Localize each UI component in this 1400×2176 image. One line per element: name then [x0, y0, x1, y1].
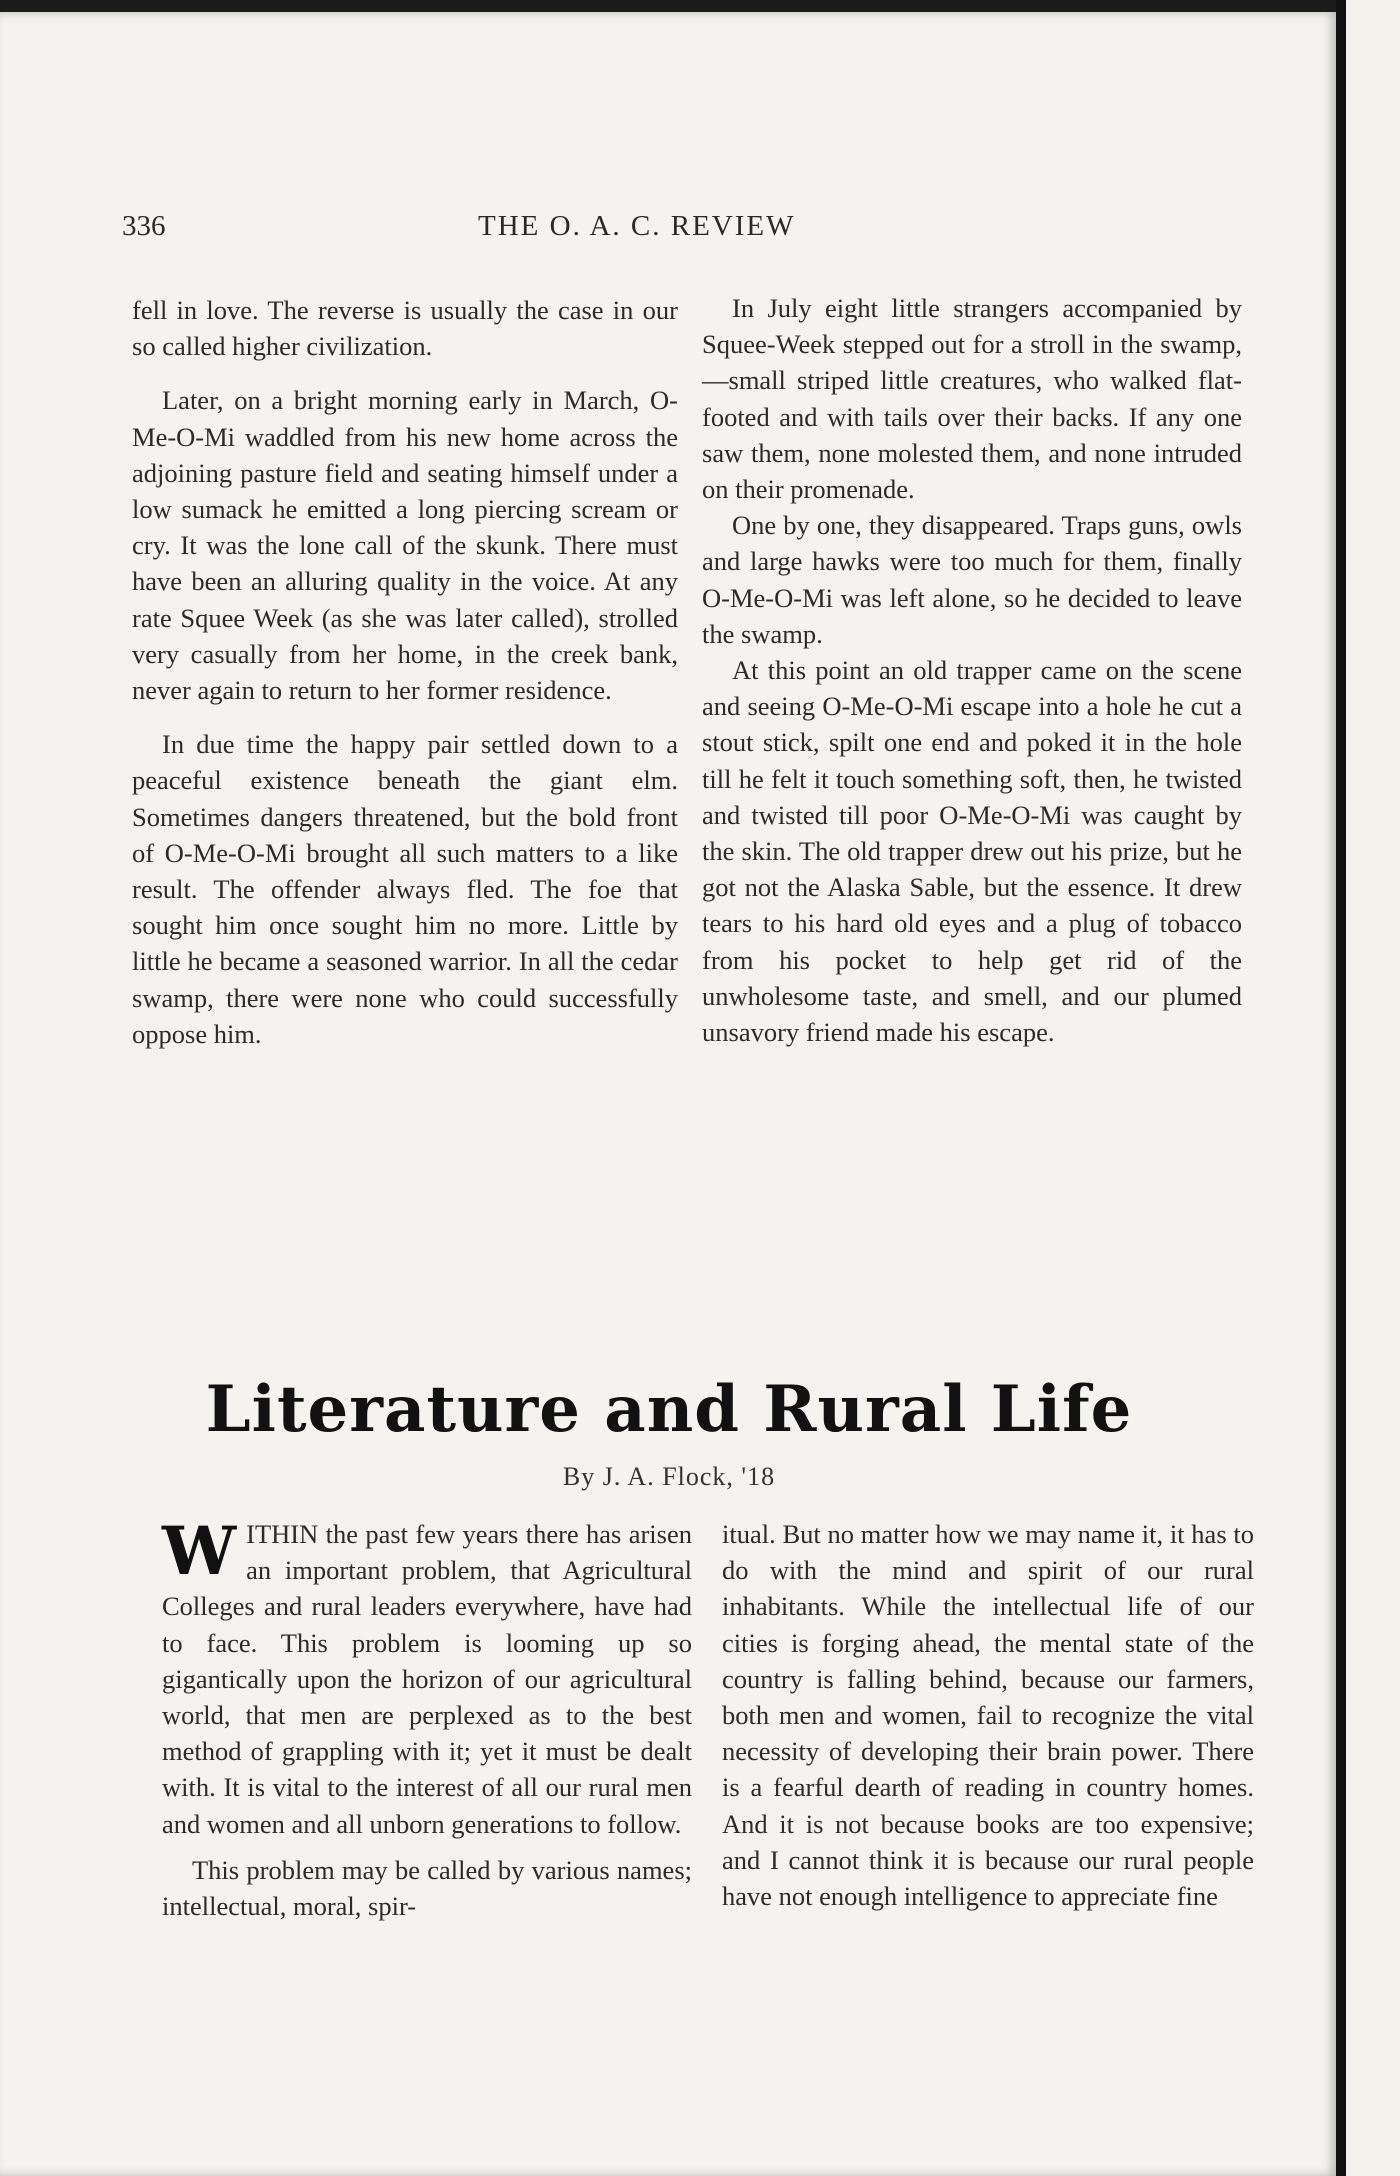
- article-paragraph: [162, 1512, 692, 1842]
- story-right-column: [702, 290, 1242, 1050]
- magazine-page: [0, 12, 1338, 2176]
- article-right-column: [722, 1516, 1254, 1914]
- story-paragraph: At this point an old trapper came on the scene and seeing O-Me-O-Mi escape into a hole he cut a stout stick, spilt one end and poked it in the hole till he felt it touch something soft, then, he twisted and twisted till poor O-Me-O-Mi was caught by the skin. The old trapper drew out his prize, but he got not the Alaska Sable, but the essence. It drew tears to his hard old eyes and a plug of tobacco from his pocket to help get rid of the unwholesome taste, and smell, and our plumed unsavory friend made his escape.: [702, 655, 1242, 1048]
- drop-cap: W: [162, 1512, 237, 1590]
- page-number: 336: [122, 210, 166, 242]
- story-paragraph: One by one, they disappeared. Traps guns, owls and large hawks were too much for them, finally O-Me-O-Mi was left alone, so he decided to leave the swamp.: [702, 510, 1242, 649]
- article-left-column: [162, 1512, 692, 1924]
- article-paragraph-text: ITHIN the past few years there has arisen an important problem, that Agricultural Colleges and rural leaders everywhere, have had to face. This problem is looming up so gigantically upon the horizon of our agricultural world, that men are perplexed as to the best method of grappling with it; yet it must be dealt with. It is vital to the interest of all our rural men and women and all unborn generations to follow.: [162, 1519, 692, 1839]
- story-left-column: [132, 292, 678, 1052]
- article-title: Literature and Rural Life: [205, 1372, 1133, 1447]
- story-paragraph: Later, on a bright morning early in March, O-Me-O-Mi waddled from his new home across the adjoining pasture field and seating himself under a low sumack he emitted a long piercing scream or cry. It was the lone call of the skunk. There must have been an alluring quality in the voice. At any rate Squee Week (as she was later called), strolled very casually from her home, in the creek bank, never again to return to her former residence.: [132, 385, 678, 706]
- journal-title: THE O. A. C. REVIEW: [478, 210, 796, 242]
- next-page-edge: [1346, 0, 1400, 2176]
- story-paragraph: In due time the happy pair settled down to a peaceful existence beneath the giant elm. Sometimes dangers threatened, but the bold front of O-Me-O-Mi brought all such matters to a like result. The offender always fled. The foe that sought him once sought him no more. Little by little he became a seasoned warrior. In all the cedar swamp, there were none who could successfully oppose him.: [132, 729, 678, 1049]
- article-paragraph: This problem may be called by various names; intellectual, moral, spir-: [162, 1854, 692, 1922]
- story-paragraph: fell in love. The reverse is usually the case in our so called higher civilization.: [132, 295, 678, 362]
- article-paragraph: itual. But no matter how we may name it, it has to do with the mind and spirit of our rural inhabitants. While the intellectual life of our cities is forging ahead, the mental state of the country is falling behind, because our farmers, both men and women, fail to recognize the vital necessity of developing their brain power. There is a fearful dearth of reading in country homes. And it is not because books are too expensive; and I cannot think it is because our rural people have not enough intelligence to appreciate fine: [722, 1519, 1254, 1912]
- article-byline: By J. A. Flock, '18: [562, 1462, 776, 1491]
- story-paragraph: In July eight little strangers accompanied by Squee-Week stepped out for a stroll in the swamp,—small striped little creatures, who walked flat-footed and with tails over their backs. If any one saw them, none molested them, and none intruded on their promenade.: [702, 293, 1242, 505]
- gutter-shadow: [1336, 0, 1346, 2176]
- running-head: [0, 210, 1338, 250]
